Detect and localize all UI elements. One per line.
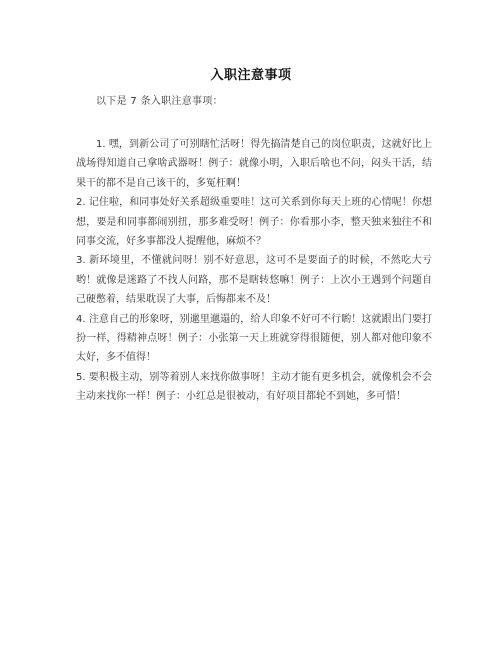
intro-paragraph: 以下是 7 条入职注意事项： xyxy=(96,96,223,107)
list-item: 2. 记住啦，和同事处好关系超级重要哇！这可关系到你每天上班的心情呢！你想想，要是和同事都闹别扭，那多难受呀！例子：你看那小李，整天独来独往不和同事交流，好多事都没人提醒他，麻烦不？ xyxy=(76,197,432,248)
list-item: 1. 嘿，到新公司了可别瞎忙活呀！得先搞清楚自己的岗位职责，这就好比上战场得知道自己拿啥武器呀！例子：就像小明，入职后啥也不问，闷头干活，结果干的都不是自己该干的，多冤枉啊！ xyxy=(76,139,432,189)
document-title: 入职注意事项 xyxy=(210,68,292,83)
list-item: 5. 要积极主动，别等着别人来找你做事呀！主动才能有更多机会，就像机会不会主动来找你一样！例子：小红总是很被动，有好项目都轮不到她，多可惜！ xyxy=(76,371,432,403)
list-item: 3. 新环境里，不懂就问呀！别不好意思，这可不是要面子的时候，不然吃大亏哟！就像是迷路了不找人问路，那不是瞎转悠嘛！例子：上次小王遇到个问题自己硬憋着，结果耽误了大事，后悔都来不及！ xyxy=(76,255,432,306)
list-item: 4. 注意自己的形象呀，别邋里邋遢的，给人印象不好可不行喲！这就跟出门要打扮一样，得精神点呀！例子：小张第一天上班就穿得很随便，别人都对他印象不太好，多不值得！ xyxy=(76,313,432,364)
items-list xyxy=(76,135,432,407)
